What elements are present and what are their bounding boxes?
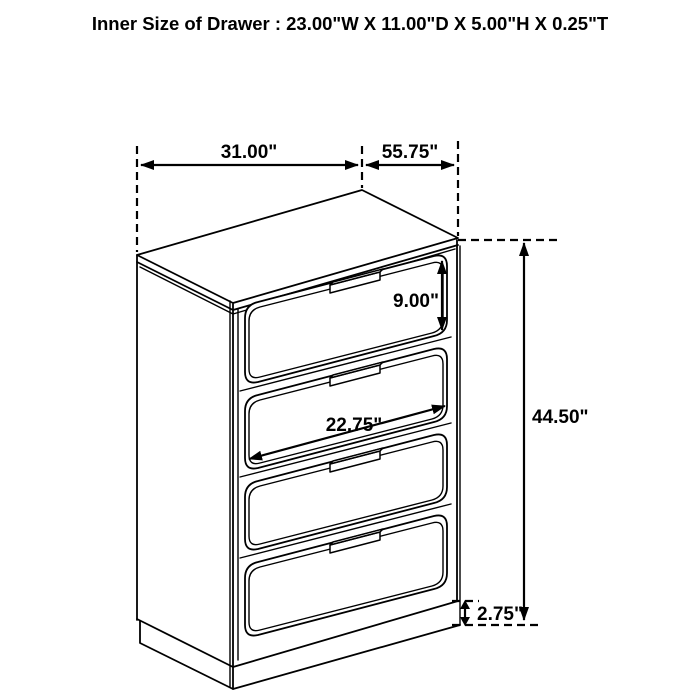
chest-drawing xyxy=(137,190,460,689)
dimension-base-height xyxy=(460,600,523,626)
diagram-title: Inner Size of Drawer : 23.00"W X 11.00"D X 5.00"H X 0.25"T xyxy=(91,13,609,34)
dimension-label-base-height: 2.75" xyxy=(477,604,523,625)
dimension-top-depth xyxy=(366,142,454,165)
dimension-label-top-depth: 55.75" xyxy=(381,142,439,163)
chest-left-panel-bottom xyxy=(137,619,233,667)
dimension-label-top-width: 31.00" xyxy=(220,142,278,163)
plinth-left-outline xyxy=(140,621,233,689)
dimension-top-width xyxy=(141,142,358,165)
dimension-label-drawer-height: 9.00" xyxy=(393,291,439,312)
dimension-label-overall-height: 44.50" xyxy=(532,407,589,428)
dimension-label-drawer-width: 22.75" xyxy=(325,415,383,436)
dimension-overall-height xyxy=(524,243,589,620)
